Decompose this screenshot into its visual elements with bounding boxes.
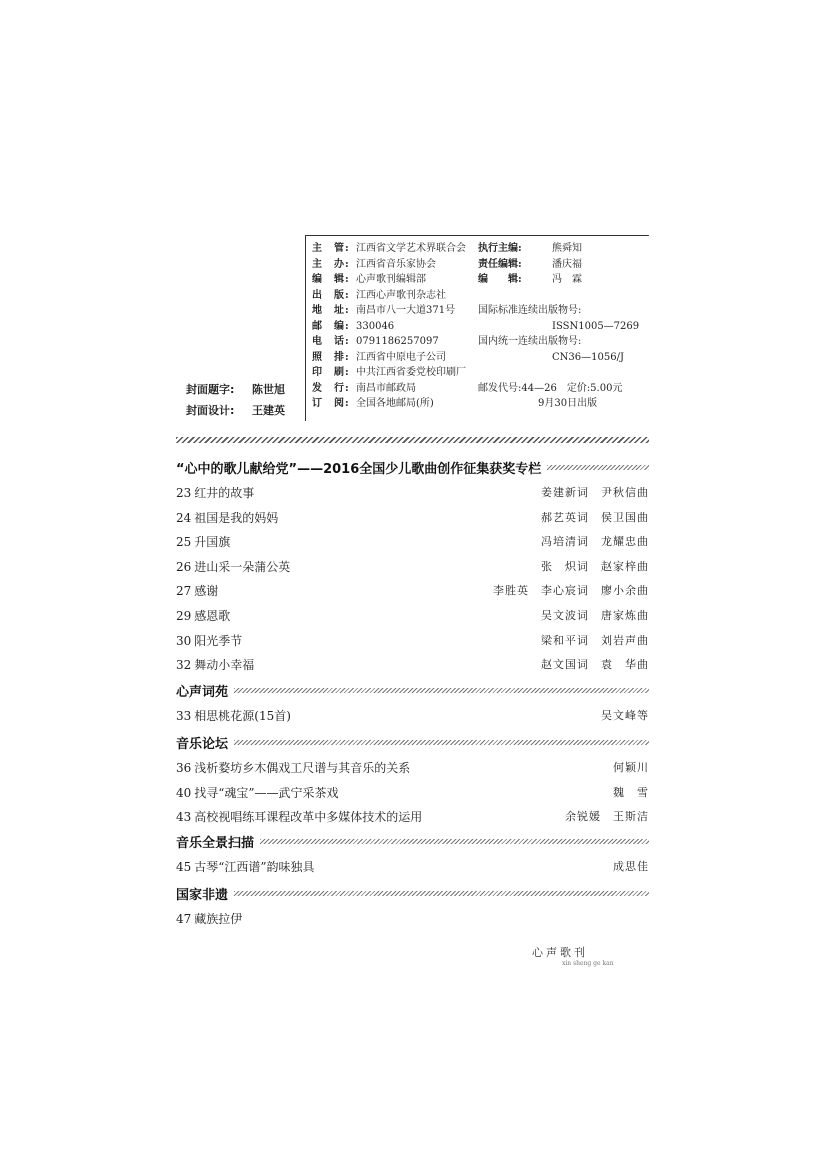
info-label: 照 排: (312, 351, 350, 363)
toc-authors: 郝艺英词 侯卫国曲 (541, 510, 649, 524)
info-label: 主 办: (312, 258, 350, 270)
toc-page-number: 27 (176, 584, 192, 599)
info-row (312, 396, 652, 412)
section-title: “心中的歌儿献给党”——2016全国少儿歌曲创作征集获奖专栏 (176, 461, 542, 477)
toc-entry[interactable] (176, 583, 649, 599)
cover-credit-value: 王建英 (252, 404, 285, 417)
info-row (312, 303, 652, 319)
info-label: 编 辑: (312, 274, 350, 285)
toc-page-number: 40 (176, 785, 192, 800)
info-value: 江西省中原电子公司 (356, 351, 446, 363)
toc-article-title: 祖国是我的妈妈 (194, 510, 279, 525)
section-rule (260, 839, 649, 844)
toc-entry[interactable] (176, 708, 649, 724)
toc-article-title: 古琴“江西谱”韵味独具 (194, 860, 315, 874)
toc-article-title: 浅析婺坊乡木偶戏工尺谱与其音乐的关系 (194, 761, 411, 775)
toc-article-title: 感谢 (194, 584, 219, 599)
info-row (312, 381, 652, 397)
info-value: 南昌市八一大道371号 (356, 305, 456, 316)
cover-design-credit (186, 402, 285, 418)
toc-page-number: 36 (176, 761, 192, 775)
toc-page-number: 32 (176, 658, 192, 673)
toc-authors: 吴文波词 唐家炼曲 (541, 609, 649, 622)
toc-entry[interactable] (176, 785, 649, 801)
info-row (312, 334, 652, 350)
info-label: 出 版: (312, 289, 350, 301)
info-right-text: 国际标准连续出版物号: (478, 305, 582, 316)
toc-authors: 张 炽词 赵家梓曲 (541, 559, 649, 573)
info-right-value: 熊舜知 (552, 243, 582, 254)
toc-page-number: 33 (176, 709, 192, 723)
info-value: 江西心声歌刊杂志社 (356, 289, 446, 301)
toc-entry[interactable] (176, 559, 649, 575)
toc-article-title: 红井的故事 (194, 486, 255, 500)
info-value: 中共江西省委党校印刷厂 (356, 367, 466, 378)
info-label: 电 话: (312, 336, 350, 347)
toc-authors: 赵文国词 袁 华曲 (541, 658, 649, 672)
toc-authors: 梁和平词 刘岩声曲 (541, 633, 649, 647)
info-right-value: 潘庆福 (552, 258, 582, 270)
cover-credit-label: 封面题字: (186, 383, 235, 396)
info-right-text: 9月30日出版 (478, 398, 598, 409)
toc-page-number: 23 (176, 486, 192, 500)
toc-entry[interactable] (176, 608, 649, 624)
info-right-value: CN36—1056/J (552, 351, 624, 363)
info-label: 印 刷: (312, 367, 350, 378)
toc-article-title: 升国旗 (194, 535, 231, 550)
info-right-value: 冯 霖 (552, 274, 582, 285)
info-right-label: 责任编辑: (478, 258, 522, 270)
section-rule (234, 688, 649, 693)
info-label: 订 阅: (312, 398, 350, 409)
toc-entry[interactable] (176, 534, 649, 550)
toc-page-number: 43 (176, 810, 192, 825)
toc-article-title: 藏族拉伊 (194, 912, 243, 926)
toc-authors: 余锐媛 王斯洁 (565, 810, 649, 824)
cover-credit-value: 陈世旭 (252, 383, 285, 396)
toc-authors: 魏 雪 (613, 785, 649, 799)
toc-authors: 成思佳 (613, 860, 649, 873)
section-title: 音乐论坛 (176, 736, 229, 752)
toc-page-number: 29 (176, 609, 192, 623)
toc-entry[interactable] (176, 633, 649, 649)
toc-page-number: 24 (176, 510, 192, 525)
toc-authors: 李胜英 李心宸词 廖小余曲 (493, 584, 649, 598)
toc-article-title: 高校视唱练耳课程改革中多媒体技术的运用 (194, 810, 423, 825)
info-row (312, 257, 652, 273)
toc-authors: 何颖川 (613, 761, 649, 774)
info-value: 心声歌刊编辑部 (356, 274, 426, 285)
info-right-label: 执行主编: (478, 243, 522, 254)
toc-entry[interactable] (176, 859, 649, 875)
info-row (312, 288, 652, 304)
info-row (312, 272, 652, 288)
toc-authors: 姜建新词 尹秋信曲 (541, 486, 649, 499)
cover-calligraphy-credit (186, 381, 285, 397)
info-label: 主 管: (312, 243, 350, 254)
journal-logo: 心声歌刊 (532, 946, 588, 959)
section-heading (176, 681, 649, 699)
info-value: 0791186257097 (356, 336, 439, 347)
info-row (312, 365, 652, 381)
toc-authors: 吴文峰等 (601, 709, 649, 722)
info-value: 江西省文学艺术界联合会 (356, 243, 466, 254)
toc-article-title: 舞动小幸福 (194, 658, 255, 673)
toc-entry[interactable] (176, 809, 649, 825)
section-rule (234, 891, 649, 896)
section-title: 心声词苑 (176, 684, 229, 700)
toc-article-title: 阳光季节 (194, 633, 243, 648)
toc-page-number: 26 (176, 559, 192, 574)
section-heading (176, 458, 649, 476)
info-label: 发 行: (312, 382, 350, 394)
info-label: 邮 编: (312, 320, 350, 332)
info-value: 江西省音乐家协会 (356, 258, 436, 270)
info-label: 地 址: (312, 305, 350, 316)
toc-entry[interactable] (176, 760, 649, 776)
cover-credit-label: 封面设计: (186, 404, 235, 417)
section-heading (176, 884, 649, 902)
info-row (312, 241, 652, 257)
section-title: 音乐全景扫描 (176, 835, 255, 851)
info-right-text: 国内统一连续出版物号: (478, 336, 582, 347)
toc-article-title: 感恩歌 (194, 609, 231, 623)
info-row (312, 319, 652, 335)
info-row (312, 350, 652, 366)
toc-page-number: 45 (176, 860, 192, 874)
info-right-text: 邮发代号:44—26 定价:5.00元 (478, 382, 623, 394)
divider-zigzag (176, 437, 649, 443)
toc-page-number: 47 (176, 912, 192, 926)
section-title: 国家非遗 (176, 887, 229, 903)
info-value: 330046 (356, 320, 395, 332)
toc-page-number: 30 (176, 633, 192, 648)
toc-authors: 冯培清词 龙耀忠曲 (541, 535, 649, 549)
toc-article-title: 进山采一朵蒲公英 (194, 559, 291, 574)
info-right-value: ISSN1005—7269 (552, 320, 640, 332)
journal-logo-subtitle: xin sheng ge kan (562, 960, 614, 967)
toc-article-title: 相思桃花源(15首) (194, 709, 291, 723)
section-rule (234, 740, 649, 745)
toc-page-number: 25 (176, 535, 192, 550)
toc-entry[interactable] (176, 485, 649, 501)
toc-entry[interactable] (176, 510, 649, 526)
section-rule (547, 465, 649, 470)
info-right-label: 编 辑: (478, 274, 522, 285)
toc-entry[interactable] (176, 657, 649, 673)
info-value: 全国各地邮局(所) (356, 398, 434, 409)
toc-entry[interactable] (176, 911, 649, 927)
toc-article-title: 找寻“魂宝”——武宁采茶戏 (194, 785, 339, 800)
info-value: 南昌市邮政局 (356, 382, 416, 394)
section-heading (176, 733, 649, 751)
section-heading (176, 832, 649, 850)
